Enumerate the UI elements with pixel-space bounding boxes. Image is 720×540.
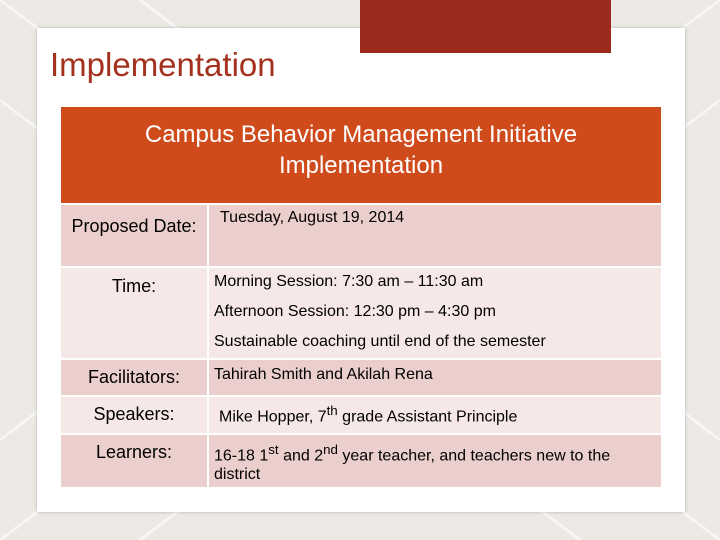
learners-value	[209, 435, 661, 487]
accent-block	[360, 0, 611, 53]
table-row-proposed-date	[61, 203, 661, 266]
table-row-time	[61, 266, 661, 358]
time-value	[209, 268, 661, 358]
implementation-table	[61, 107, 661, 487]
facilitators-value: Tahirah Smith and Akilah Rena	[209, 360, 661, 395]
table-header-line1: Campus Behavior Management Initiative	[144, 121, 578, 148]
speaker-name: Mike Hopper, 7	[219, 408, 327, 426]
learners-ordinal-1: st	[268, 442, 279, 457]
learners-text-part3: year teacher, and teachers new to the district	[214, 447, 611, 484]
table-row-facilitators	[61, 358, 661, 395]
table-header	[61, 107, 661, 203]
time-label: Time:	[61, 268, 209, 358]
learners-ordinal-2: nd	[323, 442, 338, 457]
table-row-learners	[61, 433, 661, 487]
speakers-value	[209, 397, 661, 433]
coaching-text: Sustainable coaching until end of the semester	[214, 333, 546, 350]
speaker-role: grade Assistant Principle	[337, 408, 518, 426]
morning-session-text: Morning Session: 7:30 am – 11:30 am	[214, 273, 484, 290]
facilitators-label: Facilitators:	[61, 360, 209, 395]
learners-text-part2: and 2	[278, 447, 324, 465]
learners-text-part1: 16-18 1	[214, 447, 269, 465]
table-row-speakers	[61, 395, 661, 433]
speakers-label: Speakers:	[61, 397, 209, 433]
table-header-line2: Implementation	[278, 152, 444, 179]
learners-label: Learners:	[61, 435, 209, 487]
slide-title: Implementation	[50, 46, 276, 83]
afternoon-session-text: Afternoon Session: 12:30 pm – 4:30 pm	[214, 303, 496, 320]
speaker-ordinal-suffix: th	[326, 403, 338, 418]
proposed-date-label: Proposed Date:	[61, 205, 209, 266]
proposed-date-value: Tuesday, August 19, 2014	[209, 205, 661, 266]
